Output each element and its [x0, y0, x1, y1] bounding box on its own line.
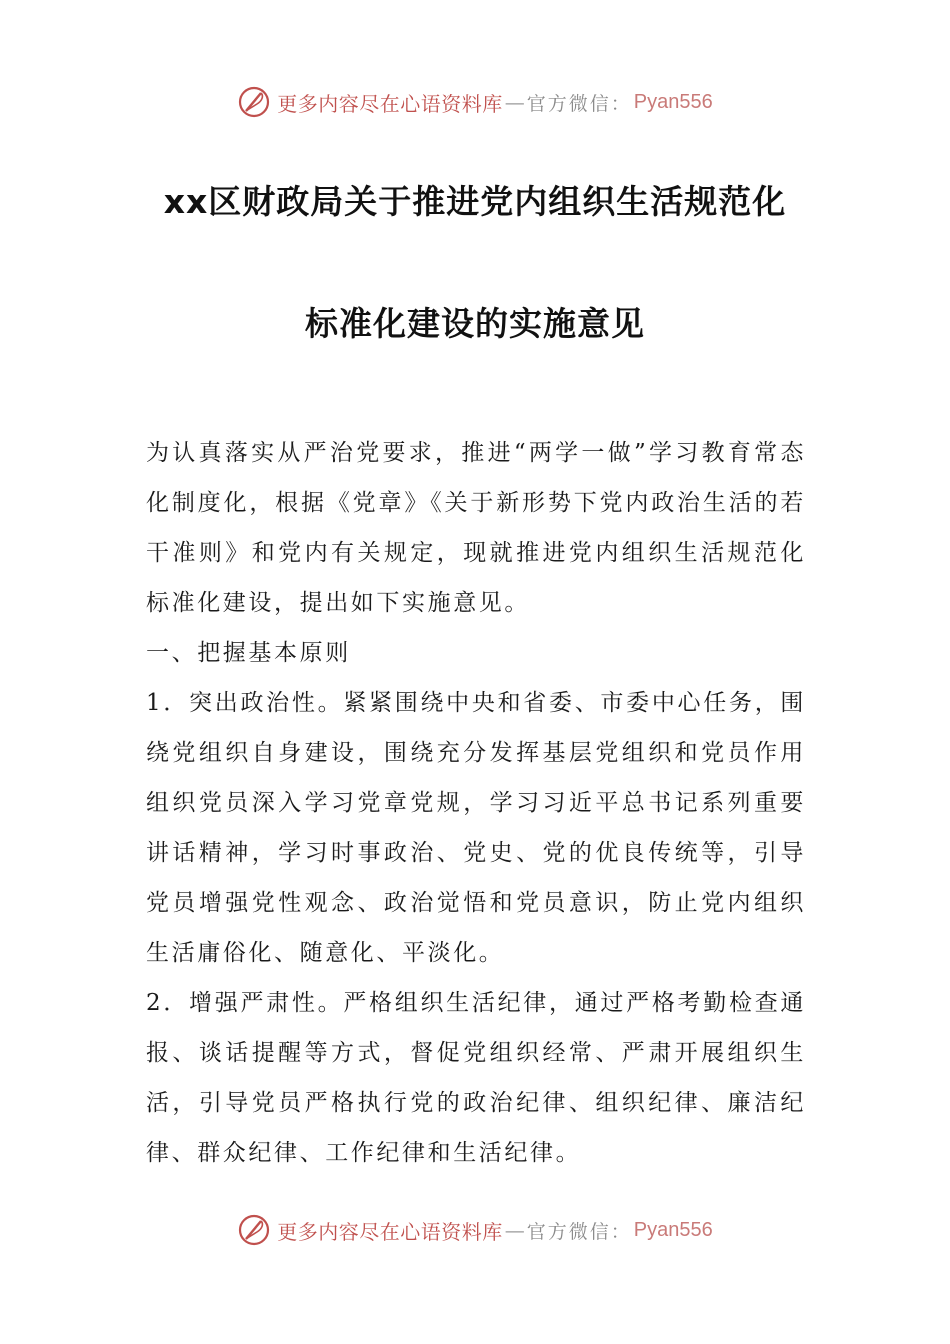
document-title-line1: xx区财政局关于推进党内组织生活规范化 — [163, 182, 787, 221]
quill-pen-logo-icon — [237, 1213, 271, 1247]
document-title-line2: 标准化建设的实施意见 — [305, 304, 645, 343]
principle-1-paragraph: 1．突出政治性。紧紧围绕中央和省委、市委中心任务，围绕党组织自身建设，围绕充分发挥基层党组织和党员作用组织党员深入学习党章党规，学习习近平总书记系列重要讲话精神，学习时事政治、党史、党的优良传统等，引导党员增强党性观念、政治觉悟和党员意识，防止党内组织生活庸俗化、随意化、平淡化。 — [146, 690, 806, 966]
brand-name: 更多内容尽在心语资料库 — [277, 91, 503, 116]
intro-paragraph: 为认真落实从严治党要求，推进“两学一做”学习教育常态化制度化，根据《党章》《关于新形势下党内政治生活的若干准则》和党内有关规定，现就推进党内组织生活规范化标准化建设，提出如下实施意见。 — [146, 440, 806, 616]
official-wechat-label: 官方微信： — [526, 1220, 632, 1243]
wechat-id: Pyan556 — [633, 1218, 713, 1241]
header-watermark-banner — [0, 80, 950, 124]
brand-name: 更多内容尽在心语资料库 — [277, 1219, 503, 1244]
principle-2-paragraph: 2．增强严肃性。严格组织生活纪律，通过严格考勤检查通报、谈话提醒等方式，督促党组织经常、严肃开展组织生活，引导党员严格执行党的政治纪律、组织纪律、廉洁纪律、群众纪律、工作纪律和生活纪律。 — [146, 990, 806, 1166]
footer-watermark-banner — [0, 1208, 950, 1252]
official-wechat-label: 官方微信： — [526, 92, 632, 115]
separator-dash: — — [504, 90, 525, 114]
section-heading: 一、把握基本原则 — [146, 640, 351, 666]
separator-dash: — — [504, 1218, 525, 1242]
quill-pen-logo-icon — [237, 85, 271, 119]
wechat-id: Pyan556 — [633, 90, 713, 113]
document-body — [146, 428, 806, 1178]
